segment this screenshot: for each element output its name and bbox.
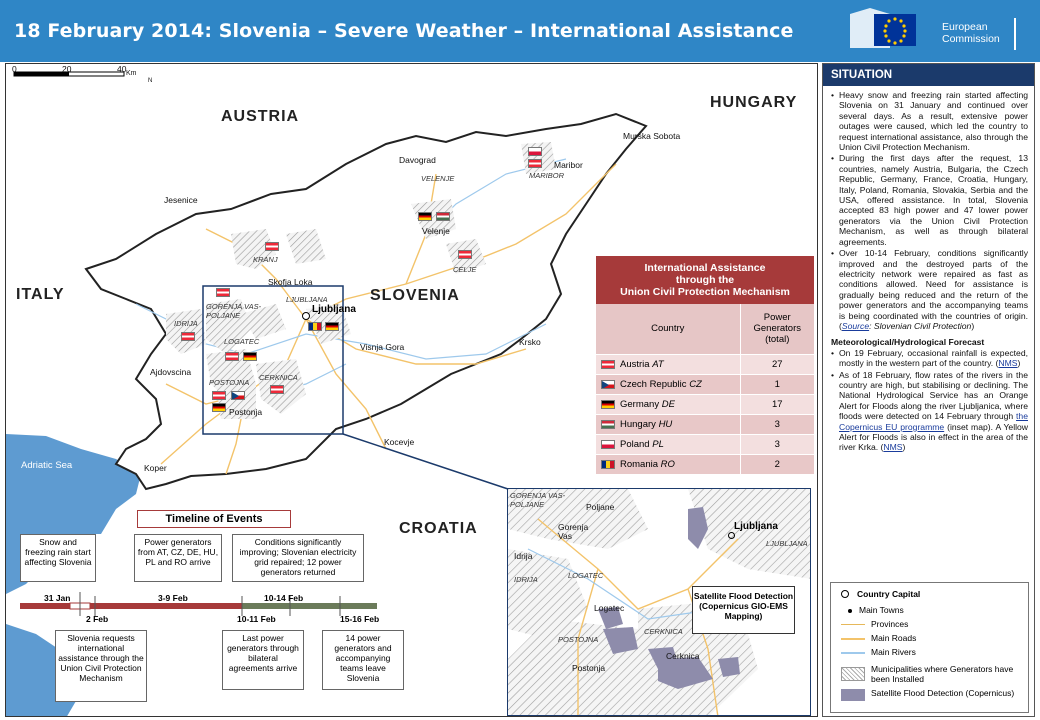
legend-rivers-label: Main Rivers: [871, 647, 916, 657]
flag-germany-icon: [418, 212, 432, 221]
event-snow-start: Snow and freezing rain start affecting Slovenia: [20, 534, 96, 582]
label-adriatic-sea: Adriatic Sea: [21, 460, 73, 471]
event-generators-arrive: Power generators from AT, CZ, DE, HU, PL and RO arrive: [134, 534, 222, 582]
scale-label-0: 0: [12, 64, 17, 74]
town-davograd: Davograd: [399, 155, 436, 165]
town-krsko: Krsko: [519, 337, 541, 347]
scale-label-40: 40: [117, 64, 127, 74]
label-ljubljana: Ljubljana: [312, 304, 356, 315]
flag-austria-icon: [216, 288, 230, 297]
map-legend: [830, 582, 1029, 713]
inset-town-gorenja-vas: Gorenja Vas: [558, 522, 589, 541]
flag-romania-icon: [308, 322, 322, 331]
flag-hungary-icon: [436, 212, 450, 221]
row-value: 3: [740, 434, 814, 454]
table-row: [596, 454, 814, 474]
forecast-heading: Meteorological/Hydrological Forecast: [831, 337, 985, 348]
flag-austria-icon: [270, 385, 284, 394]
timeline-bar: [20, 590, 380, 622]
table-row: [596, 394, 814, 414]
flag-germany-icon: [325, 322, 339, 331]
date-10-14-feb: 10-14 Feb: [264, 593, 304, 603]
table-row: [596, 434, 814, 454]
legend-municipalities-label: Municipalities where Generators have been Installed: [871, 664, 1014, 684]
flag-austria-icon: [528, 159, 542, 168]
inset-flood-label: Satellite Flood Detection (Copernicus GIO-EMS Mapping): [692, 586, 795, 634]
flag-germany-icon: [243, 352, 257, 361]
label-croatia: CROATIA: [399, 520, 478, 537]
date-2-feb: 2 Feb: [86, 614, 109, 624]
forecast-bullet-2-rest: (inset map). A Yellow Alert for Floods is also in effect in the area of the river Krka.: [839, 421, 1028, 453]
forecast-bullet-2-text: As of 18 February, flow rates of the rivers in the country are high, but stabilising or declining. The National Hydrological Service has an Orange Alert for Floods along the river Ljubljanica, where floods were detected on 14 February through: [839, 369, 1028, 422]
row-country: Czech Republic: [620, 378, 687, 390]
row-country: Poland: [620, 438, 650, 450]
event-last-generators: Last power generators through bilateral agreements arrive: [222, 630, 304, 690]
inset-province-logatec: LOGATEC: [568, 571, 604, 580]
province-postojna: POSTOJNA: [209, 378, 250, 387]
inset-town-idrija: Idrija: [514, 551, 533, 561]
legend-provinces-label: Provinces: [871, 619, 909, 629]
row-code: RO: [660, 458, 675, 470]
date-15-16-feb: 15-16 Feb: [340, 614, 380, 624]
date-10-11-feb: 10-11 Feb: [237, 614, 276, 624]
flag-austria-icon: [212, 391, 226, 400]
north-arrow-icon: N: [148, 78, 153, 84]
province-logatec: LOGATEC: [224, 337, 260, 346]
inset-town-poljane: Poljane: [586, 502, 615, 512]
town-visnja-gora: Visnja Gora: [360, 342, 405, 352]
col-generators: Power Generators (total): [740, 304, 814, 354]
legend-capital-label: Country Capital: [857, 589, 921, 599]
inset-town-ljubljana: Ljubljana: [734, 521, 778, 532]
forecast-bullet-1-text: On 19 February, occasional rainfall is expected, mostly in the western part of the country.: [839, 347, 1028, 369]
legend-flood-label: Satellite Flood Detection (Copernicus): [871, 688, 1015, 698]
capital-marker-icon: [302, 312, 310, 320]
row-code: PL: [652, 438, 664, 450]
table-title-line2: through the: [675, 274, 735, 286]
legend-hatched-icon: [841, 667, 865, 681]
row-country: Germany: [620, 398, 660, 410]
inset-province-postojna: POSTOJNA: [558, 635, 599, 644]
copernicus-link[interactable]: the Copernicus EU programme: [839, 411, 1028, 432]
flag-poland-icon: [528, 147, 542, 156]
row-country: Hungary: [620, 418, 656, 430]
row-value: 17: [740, 394, 814, 414]
assistance-table-panel: [596, 256, 814, 470]
table-title-line3: Union Civil Protection Mechanism: [620, 286, 790, 298]
situation-text: [823, 86, 1034, 453]
table-title-line1: International Assistance: [644, 262, 766, 274]
ec-logo-line2: Commission: [942, 33, 1000, 45]
nms-link[interactable]: NMS: [998, 358, 1018, 369]
label-hungary: HUNGARY: [710, 94, 798, 111]
row-value: 3: [740, 414, 814, 434]
row-value: 2: [740, 454, 814, 474]
row-code: AT: [652, 358, 664, 370]
town-skofja-loka: Skofja Loka: [268, 277, 313, 287]
province-idrija: IDRIJA: [174, 319, 198, 328]
flag-austria-icon: [265, 242, 279, 251]
flag-czech-icon: [601, 380, 615, 389]
flag-hungary-icon: [601, 420, 615, 429]
forecast-bullet-2: • As of 18 February, flow rates of the rivers in the country are high, but stabilising or declining. The National Hydrological Service has an Orange Alert for Floods along the river Ljubljanica, where floods were detected on 14 February through the Copernicus EU programme (inset map). A Yellow Alert for Floods is also in effect in the area of the river Krka. (NMS): [831, 370, 1028, 453]
label-italy: ITALY: [16, 286, 65, 303]
ec-logo-bar: [1014, 18, 1016, 50]
province-celje: CELJE: [453, 265, 477, 274]
town-ajdovscina: Ajdovscina: [150, 367, 192, 377]
inset-province-ljubljana: LJUBLJANA: [766, 539, 808, 548]
label-austria: AUSTRIA: [221, 108, 300, 125]
province-gorenja-vas-poljane: GORENJA VAS-POLJANE: [206, 302, 262, 320]
source-link[interactable]: Source: [841, 320, 870, 331]
flag-poland-icon: [601, 440, 615, 449]
row-country: Romania: [620, 458, 659, 470]
flag-austria-icon: [225, 352, 239, 361]
european-commission-logo: [850, 8, 1025, 54]
inset-province-cerknica: CERKNICA: [644, 627, 683, 636]
legend-flood-icon: [841, 689, 865, 701]
event-generators-leave: 14 power generators and accompanying teams leave Slovenia: [322, 630, 404, 690]
legend-rivers-icon: [841, 652, 865, 654]
row-country: Austria: [620, 358, 650, 370]
row-value: 27: [740, 354, 814, 374]
date-31-jan: 31 Jan: [44, 593, 71, 603]
table-row: [596, 374, 814, 394]
scale-unit: Km: [126, 70, 137, 77]
scale-label-20: 20: [62, 64, 72, 74]
town-murska-sobota: Murska Sobota: [623, 131, 681, 141]
row-code: DE: [661, 398, 675, 410]
forecast-bullet-1: • On 19 February, occasional rainfall is expected, mostly in the western part of the country. (NMS): [831, 348, 1028, 369]
source-text: : Slovenian Civil Protection: [869, 320, 972, 331]
town-kocevje: Kocevje: [384, 437, 415, 447]
flag-germany-icon: [212, 403, 226, 412]
assistance-table-title: [596, 256, 814, 304]
inset-town-postonja: Postonja: [572, 663, 606, 673]
date-3-9-feb: 3-9 Feb: [158, 593, 188, 603]
inset-province-gorenja-vas-poljane: GORENJA VAS-POLJANE: [510, 491, 566, 509]
inset-town-logatec: Logatec: [594, 603, 625, 613]
ec-logo-text: [942, 21, 1000, 45]
timeline-title: Timeline of Events: [137, 510, 291, 528]
table-row: [596, 354, 814, 374]
table-row: [596, 414, 814, 434]
situation-bullet-1: • Heavy snow and freezing rain started affecting Slovenia on 31 January and continued over several days. As a result, extensive power outages were caused, which led the country to request international assistance, also through the Union Civil Protection Mechanism.: [831, 90, 1028, 152]
legend-capital-icon: [841, 590, 849, 598]
event-slovenia-requests: Slovenia requests international assistance through the Union Civil Protection Mechanism: [55, 630, 147, 702]
assistance-table: [596, 304, 814, 475]
town-maribor: Maribor: [554, 160, 583, 170]
row-code: HU: [658, 418, 673, 430]
town-jesenice: Jesenice: [164, 195, 198, 205]
town-postonja: Postonja: [229, 407, 263, 417]
province-ljubljana: LJUBLJANA: [286, 295, 328, 304]
legend-town-icon: [848, 609, 852, 613]
row-value: 1: [740, 374, 814, 394]
flag-czech-icon: [231, 391, 245, 400]
nms-link-2[interactable]: NMS: [883, 442, 903, 453]
page-title: 18 February 2014: Slovenia – Severe Weather – International Assistance: [14, 20, 794, 42]
event-conditions-improving: Conditions significantly improving; Slovenian electricity grid repaired; 12 power generators returned: [232, 534, 364, 582]
inset-province-idrija: IDRIJA: [514, 575, 538, 584]
ec-flag-icon: [850, 8, 930, 54]
province-cerknica: CERKNICA: [259, 373, 298, 382]
situation-bullet-3-text: Over 10-14 February, conditions significantly improved and the destroyed parts of the electricity network were repaired as fast as conditions allowed. Need for assistance is gradually being reduced and the return of the power generators and the accompanying teams is being coordinated with the countries of origin.: [839, 248, 1028, 321]
province-maribor: MARIBOR: [529, 171, 565, 180]
situation-bullet-2: • During the first days after the request, 13 countries, namely Austria, Bulgaria, the Czech Republic, Germany, France, Croatia, Hungary, Italy, Poland, Romania, Slovakia, Serbia and the USA, offered assistance. In total, Slovenia accepted 83 high power and 47 lower power generators via the Union Civil Protection Mechanism, as well as through bilateral agreements.: [831, 153, 1028, 247]
flag-austria-icon: [181, 332, 195, 341]
province-velenje: VELENJE: [421, 174, 455, 183]
ec-logo-line1: European: [942, 21, 988, 33]
legend-provinces-icon: [841, 624, 865, 625]
situation-header: SITUATION: [823, 64, 1034, 86]
legend-towns-label: Main Towns: [859, 605, 904, 615]
label-slovenia: SLOVENIA: [370, 287, 460, 304]
legend-roads-icon: [841, 638, 865, 640]
row-code: CZ: [689, 378, 702, 390]
legend-roads-label: Main Roads: [871, 633, 917, 643]
col-country: Country: [596, 304, 740, 354]
inset-town-cerknica: Cerknica: [666, 651, 700, 661]
town-velenje: Velenje: [422, 226, 450, 236]
inset-capital-marker-icon: [728, 532, 735, 539]
flag-romania-icon: [601, 460, 615, 469]
flag-germany-icon: [601, 400, 615, 409]
flag-austria-icon: [601, 360, 615, 369]
town-koper: Koper: [144, 463, 167, 473]
province-kranj: KRANJ: [253, 255, 278, 264]
flag-austria-icon: [458, 250, 472, 259]
situation-bullet-3: • Over 10-14 February, conditions significantly improved and the destroyed parts of the electricity network were repaired as fast as conditions allowed. Need for assistance is gradually being reduced and the return of the power generators and the accompanying teams is being coordinated with the countries of origin. (Source: Slovenian Civil Protection): [831, 248, 1028, 331]
header-bar: [0, 0, 1040, 62]
